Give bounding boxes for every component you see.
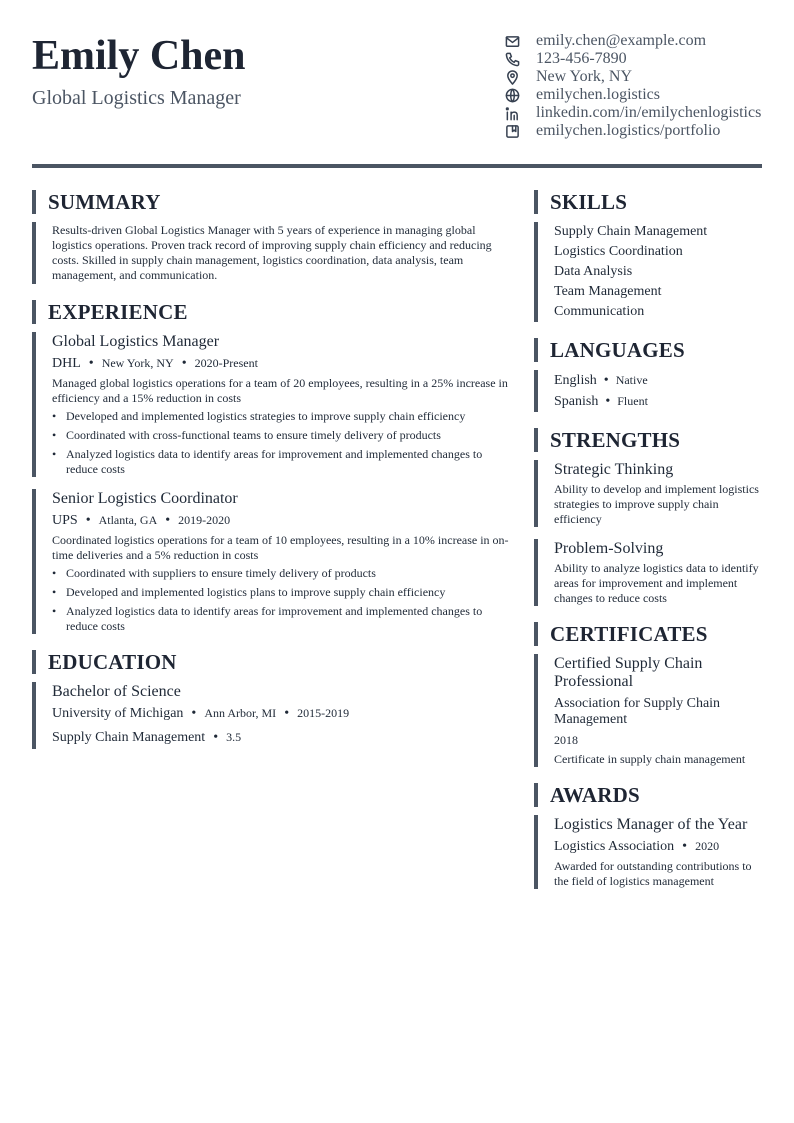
award-year: 2020 xyxy=(695,839,720,853)
contact-website-text: emilychen.logistics xyxy=(536,86,660,103)
job-bullet: • Coordinated with cross-functional teams to ensure timely delivery of products xyxy=(52,428,510,443)
experience-entry xyxy=(32,332,510,477)
phone-icon xyxy=(503,50,521,68)
education-meta: University of Michigan • Ann Arbor, MI • 2015-2019 xyxy=(52,706,350,721)
contact-list xyxy=(503,32,765,140)
education-dates: 2015-2019 xyxy=(297,706,350,720)
certificate-organization: Association for Supply Chain Management xyxy=(554,696,721,727)
job-bullet: • Coordinated with suppliers to ensure timely delivery of products xyxy=(52,566,510,581)
contact-portfolio[interactable] xyxy=(503,122,765,140)
awards-heading: AWARDS xyxy=(534,783,762,807)
language-name: Spanish xyxy=(554,394,599,409)
award-organization: Logistics Association xyxy=(554,839,675,854)
job-description: Coordinated logistics operations for a team of 10 employees, resulting in a 10% increase in on-time deliveries and a 5% reduction in costs xyxy=(52,533,509,562)
certificates-heading: CERTIFICATES xyxy=(534,622,762,646)
education-heading: EDUCATION xyxy=(32,650,510,674)
job-meta: DHL • New York, NY • 2020-Present xyxy=(52,356,258,371)
strength-title: Problem-Solving xyxy=(554,540,664,557)
certificate-entry xyxy=(534,654,762,767)
education-field: Supply Chain Management xyxy=(52,730,206,745)
globe-icon xyxy=(503,86,521,104)
award-name: Logistics Manager of the Year xyxy=(554,816,748,833)
award-description: Awarded for outstanding contributions to the field of logistics management xyxy=(554,859,752,888)
job-dates: 2020-Present xyxy=(194,356,258,370)
contact-location-text: New York, NY xyxy=(536,68,633,85)
award-meta: Logistics Association • 2020 xyxy=(554,839,720,854)
contact-phone-text: 123-456-7890 xyxy=(536,50,627,67)
education-location: Ann Arbor, MI xyxy=(204,706,277,720)
linkedin-icon xyxy=(503,104,521,122)
skill-item: Logistics Coordination xyxy=(554,244,683,259)
portfolio-icon xyxy=(503,122,521,140)
job-location: New York, NY xyxy=(101,356,174,370)
experience-entry xyxy=(32,489,510,634)
job-bullets xyxy=(52,566,510,634)
education-section xyxy=(32,682,510,749)
language-name: English xyxy=(554,373,597,388)
contact-email-text: emily.chen@example.com xyxy=(536,32,707,49)
job-meta: UPS • Atlanta, GA • 2019-2020 xyxy=(52,513,231,528)
strength-description: Ability to develop and implement logistics strategies to improve supply chain efficiency xyxy=(554,482,759,526)
languages-section xyxy=(534,370,762,412)
contact-location xyxy=(503,68,765,86)
skills-heading: SKILLS xyxy=(534,190,762,214)
strength-title: Strategic Thinking xyxy=(554,461,674,478)
job-company: UPS xyxy=(52,513,78,528)
summary-heading: SUMMARY xyxy=(32,190,510,214)
contact-website[interactable] xyxy=(503,86,765,104)
job-bullets xyxy=(52,409,510,477)
contact-email[interactable] xyxy=(503,32,765,50)
candidate-name: Emily Chen xyxy=(32,33,246,79)
job-title: Global Logistics Manager xyxy=(52,333,220,350)
experience-heading: EXPERIENCE xyxy=(32,300,510,324)
job-bullet: • Analyzed logistics data to identify areas for improvement and implemented changes to reduce costs xyxy=(52,447,510,477)
left-column xyxy=(32,190,510,749)
strength-entry xyxy=(534,539,762,606)
job-title: Senior Logistics Coordinator xyxy=(52,490,238,507)
language-level: Fluent xyxy=(617,394,648,408)
language-level: Native xyxy=(615,373,648,387)
skills-section xyxy=(534,222,762,322)
right-column xyxy=(534,190,762,889)
job-bullet: • Developed and implemented logistics strategies to improve supply chain efficiency xyxy=(52,409,510,424)
job-description: Managed global logistics operations for a team of 20 employees, resulting in a 25% increase in efficiency and a 15% reduction in costs xyxy=(52,376,508,405)
contact-linkedin-text: linkedin.com/in/emilychenlogistics xyxy=(536,104,762,121)
job-bullet: • Developed and implemented logistics plans to improve supply chain efficiency xyxy=(52,585,510,600)
strengths-heading: STRENGTHS xyxy=(534,428,762,452)
education-degree: Bachelor of Science xyxy=(52,683,181,700)
skill-item: Team Management xyxy=(554,284,662,299)
job-company: DHL xyxy=(52,356,81,371)
language-item: Spanish • Fluent xyxy=(554,394,648,409)
education-field-meta: Supply Chain Management • 3.5 xyxy=(52,730,242,745)
skill-item: Data Analysis xyxy=(554,264,633,279)
candidate-title: Global Logistics Manager xyxy=(32,87,241,109)
contact-linkedin[interactable] xyxy=(503,104,765,122)
strength-description: Ability to analyze logistics data to identify areas for improvement and implement changes to reduce costs xyxy=(554,561,759,605)
header-divider xyxy=(32,164,762,168)
resume-header xyxy=(32,30,762,150)
certificate-year: 2018 xyxy=(554,733,578,747)
education-school: University of Michigan xyxy=(52,706,184,721)
skill-item: Supply Chain Management xyxy=(554,224,708,239)
certificate-description: Certificate in supply chain management xyxy=(554,752,746,766)
job-location: Atlanta, GA xyxy=(98,513,158,527)
skill-item: Communication xyxy=(554,304,645,319)
language-item: English • Native xyxy=(554,373,648,388)
location-icon xyxy=(503,68,521,86)
job-bullet: • Analyzed logistics data to identify areas for improvement and implemented changes to reduce costs xyxy=(52,604,510,634)
summary-text: Results-driven Global Logistics Manager with 5 years of experience in managing global logistics operations. Proven track record of improving supply chain efficiency and reducing costs. Skilled in supply chain management, logistics coordination, data analysis, team management, and communication. xyxy=(52,223,492,282)
award-entry xyxy=(534,815,762,889)
certificate-name: Certified Supply Chain Professional xyxy=(554,655,703,690)
mail-icon xyxy=(503,32,521,50)
education-gpa: 3.5 xyxy=(226,730,242,744)
contact-phone[interactable] xyxy=(503,50,765,68)
contact-portfolio-text: emilychen.logistics/portfolio xyxy=(536,122,721,139)
languages-heading: LANGUAGES xyxy=(534,338,762,362)
summary-section xyxy=(32,222,510,284)
job-dates: 2019-2020 xyxy=(178,513,231,527)
strength-entry xyxy=(534,460,762,527)
